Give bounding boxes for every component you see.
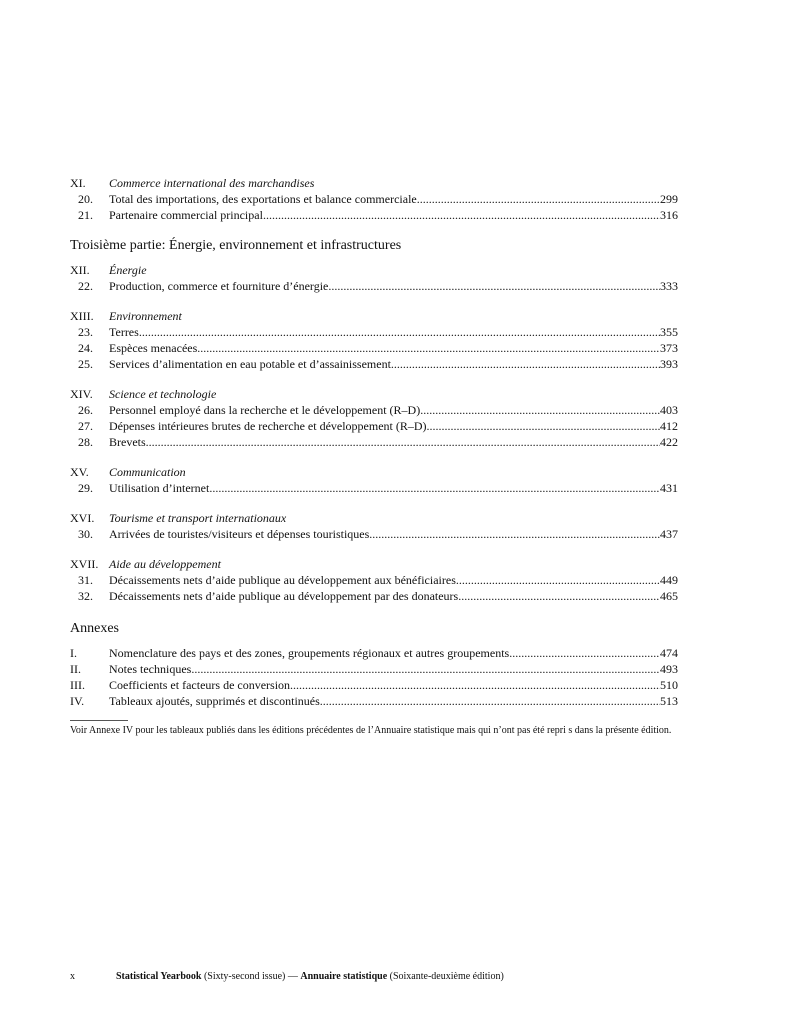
footer-fr-issue: (Soixante-deuxième édition) (387, 971, 504, 982)
toc-entry[interactable] (70, 526, 678, 542)
toc-entry[interactable] (70, 191, 678, 207)
toc-entry[interactable] (70, 480, 678, 496)
toc-entry[interactable] (70, 572, 678, 588)
entry-title: Décaissements nets d’aide publique au développement aux bénéficiaires (109, 573, 456, 587)
entry-page: 355 (660, 325, 678, 339)
section-title: Science et technologie (109, 387, 217, 401)
entry-number: 30. (78, 527, 93, 541)
dot-leader (209, 480, 660, 496)
entry-title: Total des importations, des exportations et balance commerciale (109, 192, 417, 206)
page-number: x (70, 971, 75, 982)
entry-title: Dépenses intérieures brutes de recherche et développement (R–D) (109, 419, 427, 433)
entry-title: Utilisation d’internet (109, 481, 210, 495)
entry-number: 29. (78, 481, 93, 495)
section-title: Énergie (109, 263, 147, 277)
dot-leader (146, 434, 660, 450)
section-number: XIV. (70, 387, 93, 401)
entry-number: 26. (78, 403, 93, 417)
footer-fr-title: Annuaire statistique (300, 971, 388, 982)
entry-page: 299 (660, 192, 678, 206)
dot-leader (197, 340, 660, 356)
toc-entry[interactable] (70, 434, 678, 450)
entry-title: Espèces menacées (109, 341, 198, 355)
entry-number: 28. (78, 435, 93, 449)
entry-title: Services d’alimentation en eau potable et d’assainissement (109, 357, 391, 371)
annex-entry[interactable] (70, 677, 678, 693)
entry-page: 412 (660, 419, 678, 433)
toc-entry[interactable] (70, 340, 678, 356)
annex-page: 513 (660, 694, 678, 708)
annex-page: 474 (660, 646, 678, 660)
toc-entry[interactable] (70, 207, 678, 223)
annex-number: III. (70, 678, 85, 692)
toc-entry[interactable] (70, 588, 678, 604)
entry-page: 373 (660, 341, 678, 355)
entry-number: 24. (78, 341, 93, 355)
footer-en-issue: (Sixty-second issue) — (201, 971, 301, 982)
annex-entry[interactable] (70, 661, 678, 677)
footnote-rule (70, 720, 128, 721)
annex-title: Notes techniques (109, 662, 192, 676)
section-title: Environnement (109, 309, 182, 323)
entry-title: Brevets (109, 435, 146, 449)
annex-title: Coefficients et facteurs de conversion (109, 678, 291, 692)
entry-page: 465 (660, 589, 678, 603)
annex-entry[interactable] (70, 645, 678, 661)
entry-title: Décaissements nets d’aide publique au développement par des donateurs (109, 589, 459, 603)
section-number: XII. (70, 263, 90, 277)
entry-title: Terres (109, 325, 139, 339)
annex-title: Nomenclature des pays et des zones, groupements régionaux et autres groupements (109, 646, 510, 660)
dot-leader (290, 677, 660, 693)
dot-leader (420, 402, 660, 418)
entry-page: 393 (660, 357, 678, 371)
dot-leader (427, 418, 660, 434)
entry-number: 27. (78, 419, 93, 433)
entry-page: 316 (660, 208, 678, 222)
entry-number: 31. (78, 573, 93, 587)
annex-number: II. (70, 662, 81, 676)
entry-number: 21. (78, 208, 93, 222)
dot-leader (320, 693, 660, 709)
footnote: Voir Annexe IV pour les tableaux publiés dans les éditions précédentes de l’Annuaire statistique mais qui n’ont pas été repri s dans la présente édition. (70, 725, 672, 736)
section-title: Aide au développement (109, 557, 221, 571)
annex-page: 493 (660, 662, 678, 676)
entry-title: Production, commerce et fourniture d’énergie (109, 279, 329, 293)
entry-page: 422 (660, 435, 678, 449)
entry-number: 25. (78, 357, 93, 371)
entry-number: 20. (78, 192, 93, 206)
entry-page: 437 (660, 527, 678, 541)
section-number: XV. (70, 465, 89, 479)
section-title: Tourisme et transport internationaux (109, 511, 287, 525)
footer-publication-title (116, 970, 504, 983)
dot-leader (458, 588, 660, 604)
toc-entry[interactable] (70, 402, 678, 418)
annex-entry[interactable] (70, 693, 678, 709)
dot-leader (139, 324, 660, 340)
dot-leader (328, 278, 660, 294)
toc-entry[interactable] (70, 278, 678, 294)
annex-title: Tableaux ajoutés, supprimés et discontinués (109, 694, 320, 708)
entry-title: Arrivées de touristes/visiteurs et dépenses touristiques (109, 527, 370, 541)
part-heading: Troisième partie: Énergie, environnement et infrastructures (70, 238, 402, 253)
annex-page: 510 (660, 678, 678, 692)
section-number: XI. (70, 176, 86, 190)
section-number: XVI. (70, 511, 95, 525)
dot-leader (417, 191, 660, 207)
entry-number: 23. (78, 325, 93, 339)
dot-leader (391, 356, 660, 372)
entry-page: 449 (660, 573, 678, 587)
entry-number: 32. (78, 589, 93, 603)
entry-title: Personnel employé dans la recherche et le développement (R–D) (109, 403, 421, 417)
section-title: Commerce international des marchandises (109, 176, 315, 190)
dot-leader (456, 572, 660, 588)
section-number: XIII. (70, 309, 94, 323)
toc-entry[interactable] (70, 418, 678, 434)
dot-leader (191, 661, 660, 677)
footer-en-title: Statistical Yearbook (116, 971, 202, 982)
section-number: XVII. (70, 557, 99, 571)
toc-entry[interactable] (70, 356, 678, 372)
annexes-heading: Annexes (70, 621, 119, 636)
entry-page: 403 (660, 403, 678, 417)
dot-leader (509, 645, 660, 661)
annex-number: I. (70, 646, 77, 660)
dot-leader (263, 207, 660, 223)
section-title: Communication (109, 465, 186, 479)
entry-page: 431 (660, 481, 678, 495)
entry-title: Partenaire commercial principal (109, 208, 263, 222)
annex-number: IV. (70, 694, 85, 708)
toc-entry[interactable] (70, 324, 678, 340)
entry-number: 22. (78, 279, 93, 293)
entry-page: 333 (660, 279, 678, 293)
dot-leader (369, 526, 660, 542)
